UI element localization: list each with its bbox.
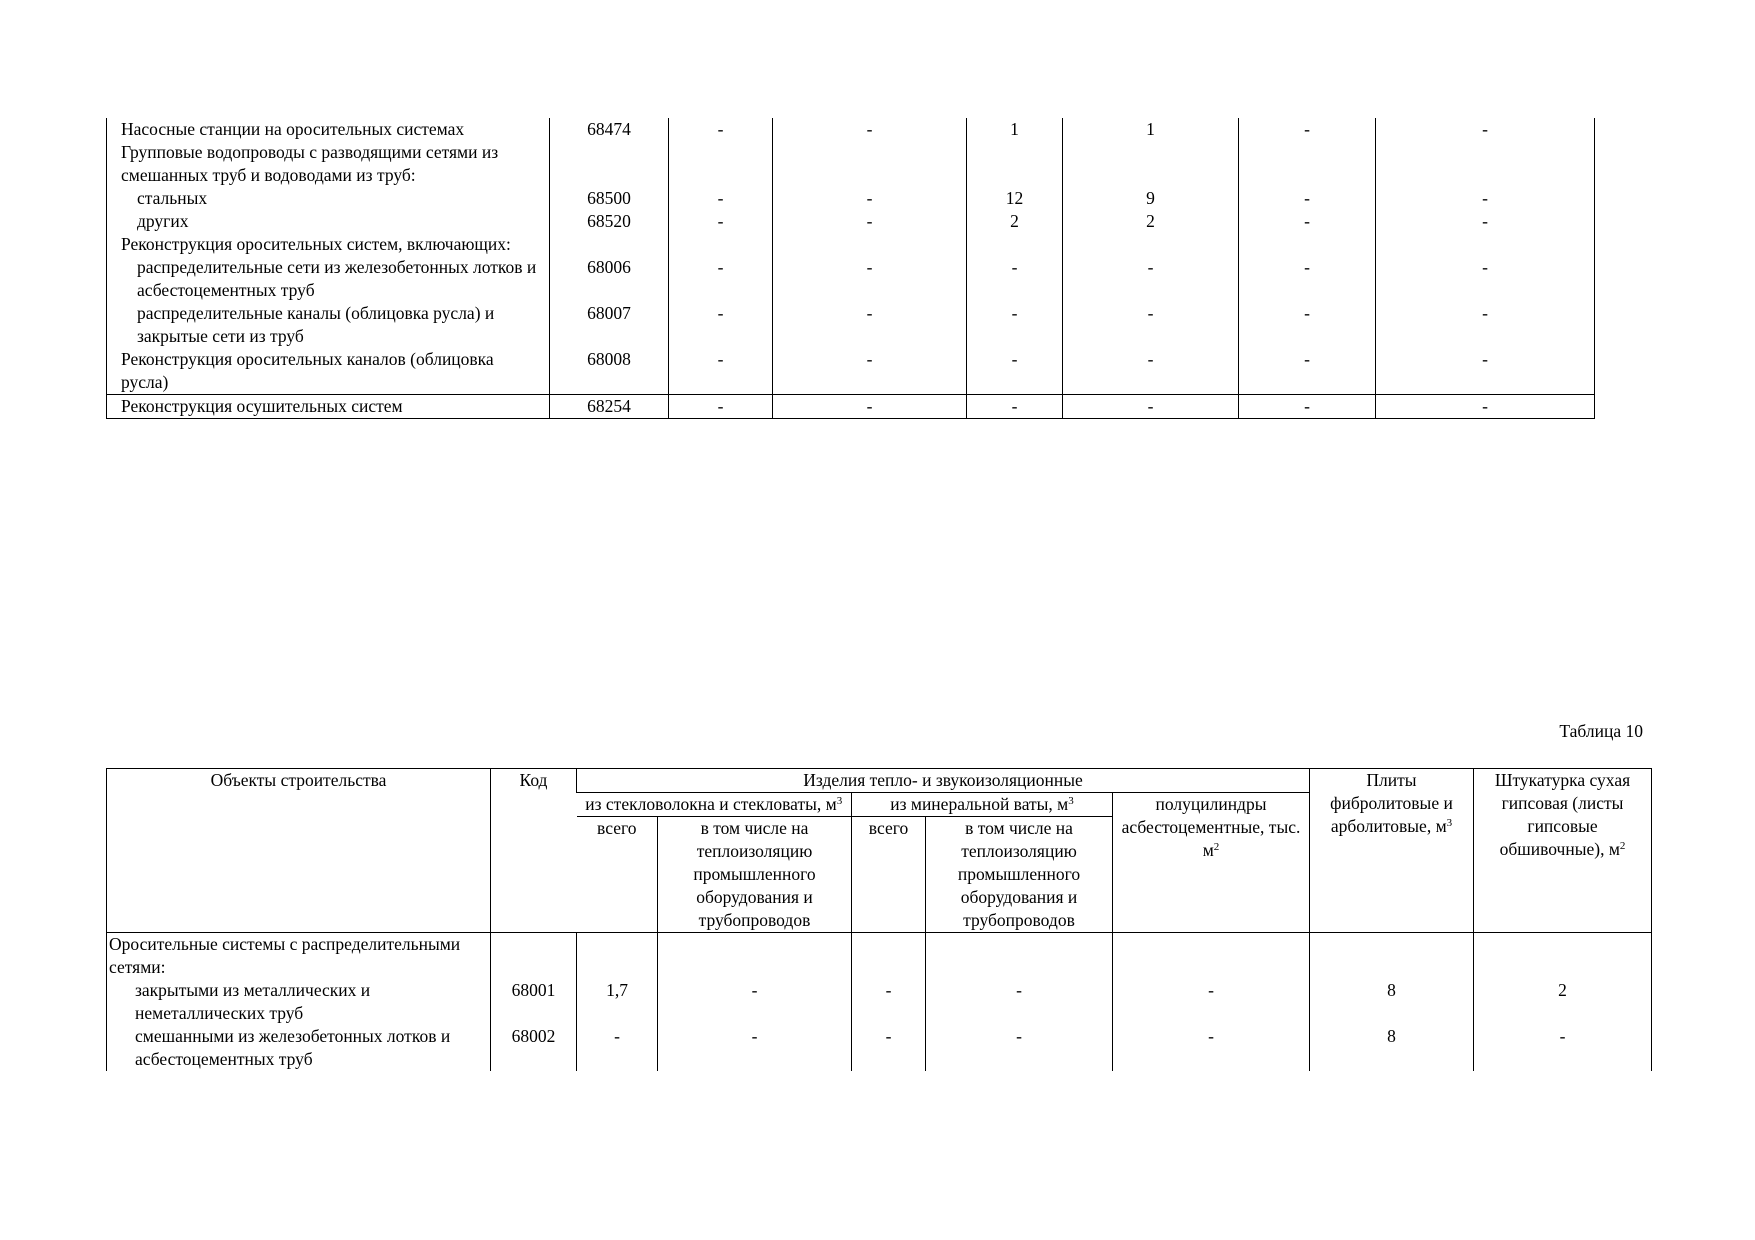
row-value [577, 933, 658, 980]
row-value [926, 933, 1113, 980]
row-value: - [967, 395, 1063, 419]
row-value: - [1376, 256, 1595, 302]
row-value: 1 [1063, 118, 1239, 141]
table-caption: Таблица 10 [1559, 721, 1643, 741]
row-value: - [658, 1025, 852, 1071]
row-value [1376, 233, 1595, 256]
row-value: - [773, 302, 967, 348]
row-name: Реконструкция осушительных систем [107, 395, 550, 419]
row-value [658, 933, 852, 980]
row-name: Реконструкция оросительных систем, включающих: [121, 234, 511, 254]
row-code: 68008 [550, 348, 669, 395]
row-value: - [773, 187, 967, 210]
row-value: - [1113, 1025, 1310, 1071]
continued-table [106, 118, 1595, 419]
row-value: - [669, 210, 773, 233]
header-mineral: из минеральной ваты, $м^3$ [852, 793, 1113, 817]
row-name: распределительные каналы (облицовка русла) и закрытые сети из труб [137, 303, 495, 346]
row-value [967, 233, 1063, 256]
table-row [107, 256, 1595, 302]
row-value: - [773, 256, 967, 302]
table-row [107, 1025, 1652, 1071]
row-name: Оросительные системы с распределительными сетями: [109, 934, 461, 977]
row-value: - [773, 348, 967, 395]
row-value [1063, 233, 1239, 256]
row-value: 8 [1310, 979, 1474, 1025]
row-value: - [669, 302, 773, 348]
row-value: 9 [1063, 187, 1239, 210]
row-value: - [1239, 256, 1376, 302]
row-value: - [852, 1025, 926, 1071]
row-value [1376, 141, 1595, 187]
row-value: - [1063, 256, 1239, 302]
row-value [852, 933, 926, 980]
table-row [107, 118, 1595, 141]
row-value [1239, 233, 1376, 256]
header-plates: Плиты фибролитовые и арболитовые, $м^3$ [1310, 769, 1474, 933]
row-value: - [773, 395, 967, 419]
row-value: 2 [1063, 210, 1239, 233]
row-value: - [926, 979, 1113, 1025]
row-value: - [1376, 118, 1595, 141]
header-mineral-total: всего [852, 817, 926, 933]
table-row [107, 233, 1595, 256]
row-code: 68254 [550, 395, 669, 419]
row-value: - [1239, 187, 1376, 210]
row-value: 8 [1310, 1025, 1474, 1071]
row-name: распределительные сети из железобетонных лотков и асбестоцементных труб [137, 257, 537, 300]
row-value: 12 [967, 187, 1063, 210]
row-value [1310, 933, 1474, 980]
header-code: Код [491, 769, 577, 933]
header-glass: из стекловолокна и стекловаты, $м^3$ [577, 793, 852, 817]
table-row [107, 348, 1595, 395]
row-value: - [1474, 1025, 1652, 1071]
row-value [773, 141, 967, 187]
row-value [1063, 141, 1239, 187]
row-code: 68007 [550, 302, 669, 348]
row-code [550, 141, 669, 187]
row-value: - [669, 187, 773, 210]
row-value: - [1376, 302, 1595, 348]
row-value [669, 141, 773, 187]
row-value: - [1376, 187, 1595, 210]
row-name: Реконструкция оросительных каналов (облицовка русла) [121, 349, 494, 392]
row-code [491, 933, 577, 980]
header-mineral-incl: в том числе на теплоизоляцию промышленного оборудования и трубопроводов [926, 817, 1113, 933]
row-code: 68006 [550, 256, 669, 302]
table-row [107, 141, 1595, 187]
row-value: - [967, 256, 1063, 302]
row-value: - [669, 256, 773, 302]
row-value [1113, 933, 1310, 980]
header-objects: Объекты строительства [107, 769, 491, 933]
row-value: 2 [967, 210, 1063, 233]
table-row [107, 210, 1595, 233]
row-name: других [137, 211, 189, 231]
row-value: - [967, 302, 1063, 348]
row-value [1239, 141, 1376, 187]
row-value [1474, 933, 1652, 980]
row-value: - [669, 395, 773, 419]
table-row [107, 302, 1595, 348]
row-value: - [1376, 348, 1595, 395]
header-glass-total: всего [577, 817, 658, 933]
row-name: закрытыми из металлических и неметаллических труб [135, 980, 371, 1023]
row-value: - [1239, 302, 1376, 348]
header-plaster: Штукатурка сухая гипсовая (листы гипсовые обшивочные), $м^2$ [1474, 769, 1652, 933]
row-value: - [669, 348, 773, 395]
row-value: - [1239, 348, 1376, 395]
row-value: - [577, 1025, 658, 1071]
table-row [107, 187, 1595, 210]
header-halfcyl: полуцилиндры асбестоцементные, тыс. $м^2$ [1113, 793, 1310, 933]
row-value: - [773, 210, 967, 233]
row-value: - [1376, 395, 1595, 419]
row-name: Групповые водопроводы с разводящими сетями из смешанных труб и водоводами из труб: [121, 142, 499, 185]
row-value: - [926, 1025, 1113, 1071]
table-row [107, 933, 1652, 980]
table-10-body [107, 933, 1652, 1072]
row-name: стальных [137, 188, 208, 208]
row-name: смешанными из железобетонных лотков и асбестоцементных труб [135, 1026, 451, 1069]
row-value: - [1063, 395, 1239, 419]
row-code [550, 233, 669, 256]
row-value: - [1239, 210, 1376, 233]
row-name: Насосные станции на оросительных системах [121, 119, 465, 139]
header-insulation-group: Изделия тепло- и звукоизоляционные [577, 769, 1310, 793]
row-value: - [1376, 210, 1595, 233]
row-value [967, 141, 1063, 187]
row-value: 2 [1474, 979, 1652, 1025]
row-value: - [669, 118, 773, 141]
continued-table-body [107, 118, 1595, 419]
table-row [107, 395, 1595, 419]
row-code: 68474 [550, 118, 669, 141]
row-value: - [852, 979, 926, 1025]
row-code: 68500 [550, 187, 669, 210]
table-10 [106, 768, 1652, 1071]
table-row [107, 979, 1652, 1025]
row-value: 1 [967, 118, 1063, 141]
row-value: - [967, 348, 1063, 395]
row-value: - [658, 979, 852, 1025]
row-value: - [1063, 348, 1239, 395]
row-value: 1,7 [577, 979, 658, 1025]
row-value: - [1063, 302, 1239, 348]
row-value: - [773, 118, 967, 141]
row-code: 68520 [550, 210, 669, 233]
header-glass-incl: в том числе на теплоизоляцию промышленного оборудования и трубопроводов [658, 817, 852, 933]
row-value: - [1239, 118, 1376, 141]
row-value: - [1239, 395, 1376, 419]
row-value: - [1113, 979, 1310, 1025]
row-value [773, 233, 967, 256]
row-value [669, 233, 773, 256]
row-code: 68002 [491, 1025, 577, 1071]
row-code: 68001 [491, 979, 577, 1025]
